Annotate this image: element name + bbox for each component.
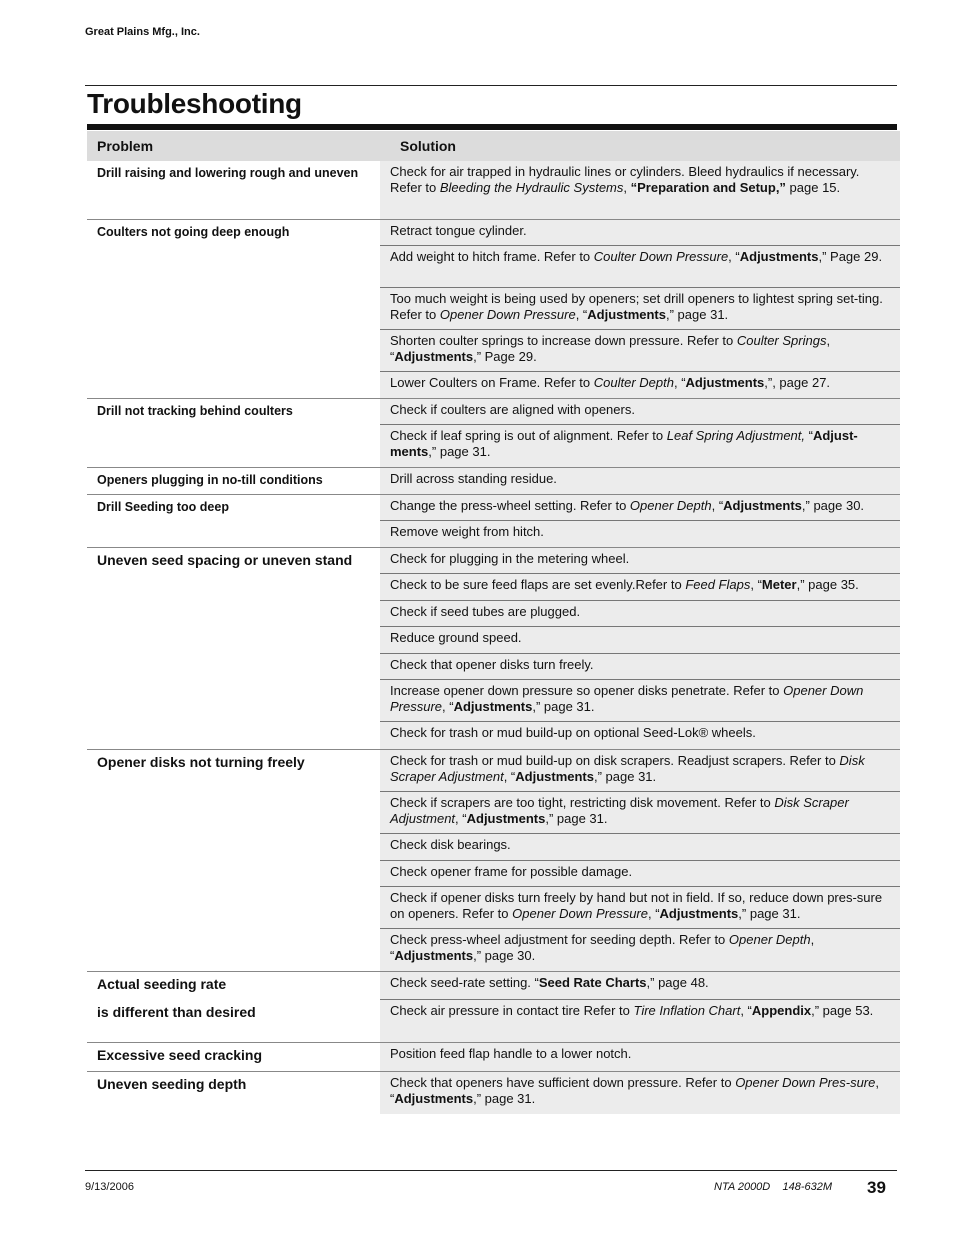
problem-cell [87,468,380,494]
problem-column-header: Problem [97,138,154,154]
solution-text: Adjustments [659,906,739,921]
page-title: Troubleshooting [87,88,302,119]
solution-cell [380,1000,900,1042]
solution-text: Adjustments [466,811,546,826]
solution-list [380,750,900,971]
problem-cell [87,1072,380,1114]
solution-cell [380,887,900,929]
solution-cell [380,972,900,1000]
solution-cell [380,548,900,574]
solution-text: Tire Inflation Chart [633,1003,741,1018]
problem-text: Uneven seeding depth [97,1076,247,1092]
solution-cell [380,1072,900,1114]
solution-text: Feed Flaps [685,577,751,592]
problem-cell [87,220,380,398]
solution-text: , “ [673,375,686,390]
table-row-group [87,220,900,399]
problem-cell [87,548,380,749]
solution-text: ,” page 48. [646,975,709,990]
solution-text: Check if seed tubes are plugged. [390,604,581,619]
solution-cell [380,468,900,494]
solution-text: Appendix [751,1003,812,1018]
solution-text: Check if scrapers are too tight, restricting disk movement. Refer to [390,795,775,810]
solution-cell [380,680,900,722]
solution-text: Meter [761,577,797,592]
solution-text: Remove weight from hitch. [390,524,544,539]
solution-cell [380,425,900,467]
solution-text: , “ [455,811,467,826]
solution-text: , “ [728,249,740,264]
problem-text: Excessive seed cracking [97,1047,263,1063]
solution-cell [380,929,900,971]
solution-text: ,” Page 29. [473,349,537,364]
problem-text: Opener disks not turning freely [97,754,305,770]
solution-text: ,” Page 29. [818,249,883,264]
solution-text: Opener Down Pressure [439,307,576,322]
solution-text: Check disk bearings. [390,837,511,852]
solution-list [380,161,900,219]
title-bar [87,124,897,130]
problem-cell [87,495,380,547]
footer-rule [85,1170,897,1171]
solution-text: Adjustments [587,307,666,322]
solution-text: , “ [390,932,815,963]
solution-text: Adjustments [723,498,802,513]
solution-text: Check air pressure in contact tire Refer to [390,1003,634,1018]
solution-text: Opener Down Pressure [390,683,864,714]
solution-text: “Preparation and Setup,” [630,180,786,195]
solution-text: Adjust-ments [390,428,858,459]
solution-text: Check to be sure feed flaps are set evenly.Refer to [390,577,686,592]
solution-text: , “ [647,906,660,921]
table-header [87,131,900,161]
solution-text: Adjustments [394,948,474,963]
solution-text: ,” page 30. [473,948,536,963]
solution-text: Add weight to hitch frame. Refer to [390,249,594,264]
problem-cell [87,972,380,1042]
table-row-group [87,495,900,548]
solution-text: Check for trash or mud build-up on disk scrapers. Readjust scrapers. Refer to [390,753,840,768]
solution-text: Coulter Down Pressure [593,249,729,264]
solution-text: Adjustments [515,769,594,784]
solution-text: Adjustments [394,1091,474,1106]
solution-text: ,” page 53. [811,1003,874,1018]
footer-date: 9/13/2006 [85,1181,134,1193]
solution-text: , “ [442,699,454,714]
solution-cell [380,574,900,601]
solution-cell [380,792,900,834]
solution-cell [380,161,900,219]
problem-cell [87,750,380,971]
solution-text: Drill across standing residue. [390,471,557,486]
solution-text: Check opener frame for possible damage. [390,864,633,879]
problem-text: Drill raising and lowering rough and uneven [97,166,359,180]
solution-list [380,1072,900,1114]
document-reference: NTA 2000D 148-632M [714,1181,833,1193]
solution-text: Check seed-rate setting. “ [390,975,539,990]
solution-text: ,” page 35. [796,577,859,592]
solution-cell [380,722,900,749]
solution-text: ,”, page 27. [764,375,831,390]
table-row-group [87,750,900,972]
solution-text: Position feed flap handle to a lower notch. [390,1046,632,1061]
solution-cell [380,834,900,861]
solution-text: Disk Scraper Adjustment [390,753,865,784]
solution-cell [380,246,900,288]
solution-list [380,399,900,467]
table-row-group [87,1043,900,1072]
page-number: 39 [867,1178,886,1197]
solution-list [380,972,900,1042]
solution-text: Adjustments [394,349,474,364]
solution-text: Coulter Depth [593,375,674,390]
problem-cell [87,399,380,467]
solution-text: Adjustments [739,249,819,264]
solution-cell [380,861,900,887]
solution-cell [380,601,900,627]
solution-text: Change the press-wheel setting. Refer to [390,498,630,513]
solution-text: page 15. [785,180,841,195]
solution-column-header: Solution [400,138,456,154]
solution-list [380,468,900,494]
solution-cell [380,288,900,330]
solution-list [380,1043,900,1071]
solution-text: , “ [575,307,588,322]
troubleshooting-table [87,131,900,1114]
solution-text: , “ [750,577,762,592]
solution-cell [380,654,900,680]
solution-text: Opener Depth [629,498,712,513]
table-body [87,161,900,1114]
table-row-group [87,161,900,220]
solution-text: Adjustments [685,375,765,390]
solution-text: Increase opener down pressure so opener disks penetrate. Refer to [390,683,784,698]
solution-text: Check that opener disks turn freely. [390,657,594,672]
solution-text: , “ [390,333,831,364]
problem-text: Openers plugging in no-till conditions [97,473,323,487]
table-row-group [87,1072,900,1114]
solution-text: ,” page 31. [545,811,608,826]
solution-text: , [623,180,631,195]
solution-text: ,” page 31. [532,699,595,714]
solution-text: , “ [711,498,724,513]
solution-text: , “ [503,769,516,784]
solution-text: Check if leaf spring is out of alignment. Refer to [390,428,667,443]
solution-text: Lower Coulters on Frame. Refer to [390,375,594,390]
solution-text: Check press-wheel adjustment for seeding depth. Refer to [390,932,729,947]
solution-text: Check for plugging in the metering wheel. [390,551,630,566]
solution-cell [380,521,900,547]
problem-text: is different than desired [97,1004,256,1020]
solution-text: Bleeding the Hydraulic Systems [439,180,624,195]
solution-cell [380,1043,900,1071]
problem-text: Drill Seeding too deep [97,500,229,514]
problem-text: Actual seeding rate [97,976,227,992]
solution-cell [380,750,900,792]
company-name: Great Plains Mfg., Inc. [85,26,200,38]
table-row-group [87,468,900,495]
table-row-group [87,399,900,468]
solution-text: Check for air trapped in hydraulic lines or cylinders. Bleed hydraulics if necessary. Refer to [390,164,860,195]
solution-text: “ [805,428,813,443]
solution-text: ,” page 31. [428,444,491,459]
solution-text: ,” page 31. [666,307,729,322]
solution-text: Opener Down Pressure [512,906,648,921]
solution-text: Opener Depth [728,932,811,947]
solution-list [380,495,900,547]
solution-text: ,” page 31. [593,769,657,784]
solution-cell [380,627,900,654]
problem-cell [87,161,380,219]
solution-text: Shorten coulter springs to increase down pressure. Refer to [390,333,737,348]
solution-text: Disk Scraper Adjustment [390,795,849,826]
solution-text: Check for trash or mud build-up on optional Seed-Lok® wheels. [390,725,756,740]
solution-text: Reduce ground speed. [390,630,522,645]
table-row-group [87,972,900,1043]
solution-text: Check that openers have sufficient down pressure. Refer to [390,1075,736,1090]
problem-text: Uneven seed spacing or uneven stand [97,552,353,568]
solution-cell [380,495,900,521]
header-rule [85,85,897,86]
solution-list [380,548,900,749]
solution-text: Opener Down Pres-sure [735,1075,876,1090]
solution-cell [380,330,900,372]
solution-text: , “ [390,1075,879,1106]
solution-text: , “ [740,1003,752,1018]
solution-text: Check if opener disks turn freely by hand but not in field. If so, reduce down pres-sure on openers. Refer to [390,890,883,921]
solution-cell [380,372,900,398]
solution-text: Retract tongue cylinder. [390,223,527,238]
solution-text: Leaf Spring Adjustment, [666,428,806,443]
solution-cell [380,220,900,246]
solution-text: Too much weight is being used by openers; set drill openers to lightest spring set-ting. Refer to [390,291,883,322]
problem-text: Drill not tracking behind coulters [97,404,293,418]
problem-text: Coulters not going deep enough [97,225,290,239]
solution-text: ,” page 30. [801,498,865,513]
solution-text: Check if coulters are aligned with openers. [390,402,635,417]
solution-text: ,” page 31. [473,1091,536,1106]
solution-cell [380,399,900,425]
solution-text: Adjustments [453,699,533,714]
problem-cell [87,1043,380,1071]
solution-text: ,” page 31. [738,906,801,921]
solution-text: Coulter Springs [736,333,827,348]
solution-text: Seed Rate Charts [538,975,647,990]
solution-list [380,220,900,398]
table-row-group [87,548,900,750]
